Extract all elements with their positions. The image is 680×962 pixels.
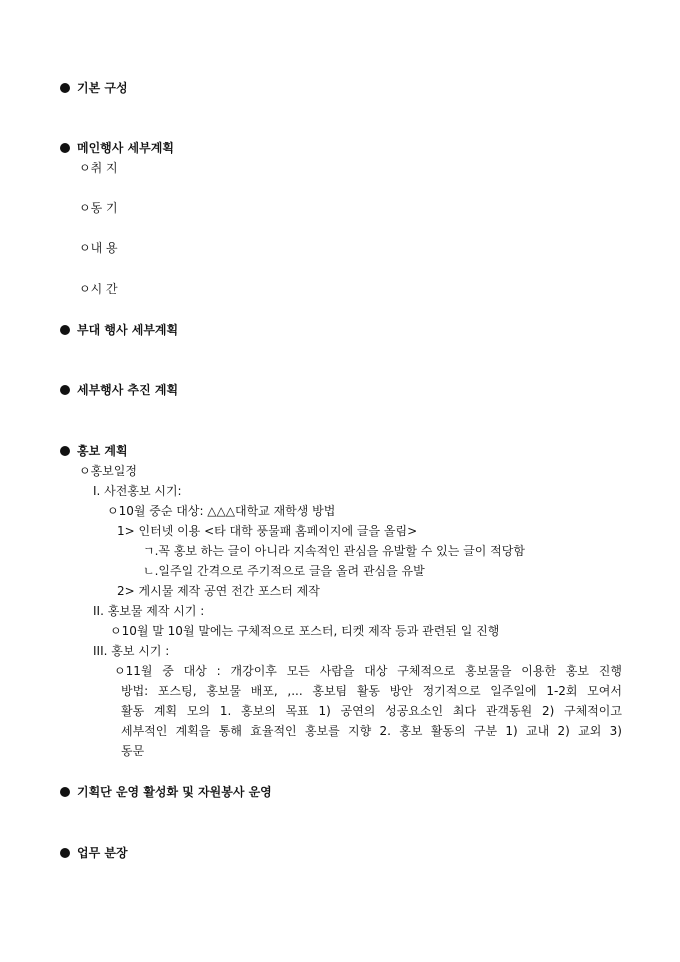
main-event-item-motive: ㅇ동 기	[79, 201, 118, 215]
section-title: 부대 행사 세부계획	[77, 323, 179, 337]
pr-main-period: III. 홍보 시기 :	[93, 644, 170, 658]
section-title: 기획단 운영 활성화 및 자원봉사 운영	[77, 785, 272, 799]
section-title: 기본 구성	[77, 81, 128, 95]
main-event-item-content: ㅇ내 용	[79, 241, 118, 255]
section-event-promotion-plan	[60, 382, 178, 398]
section-title: 메인행사 세부계획	[77, 141, 174, 155]
main-event-item-time: ㅇ시 간	[79, 282, 118, 296]
pr-main-line: 활동 계획 모의 1. 홍보의 목표 1) 공연의 성공요소인 최다 관객동원 2) 구체적이고	[121, 704, 622, 718]
pr-production-detail: ㅇ10월 말 10월 말에는 구체적으로 포스터, 티켓 제작 등과 관련된 일 진행	[110, 624, 500, 638]
pr-item-internet-a: ㄱ.꼭 홍보 하는 글이 아니라 지속적인 관심을 유발할 수 있는 글이 적당함	[143, 544, 525, 558]
pr-schedule: ㅇ홍보일정	[79, 464, 137, 478]
bullet-icon	[60, 143, 70, 153]
section-title: 업무 분장	[77, 846, 128, 860]
pr-production-period: II. 홍보물 제작 시기 :	[93, 604, 205, 618]
pr-main-line: ㅇ11월 중 대상 : 개강이후 모든 사람을 대상 구체적으로 홍보물을 이용한 홍보 진행	[114, 664, 622, 678]
bullet-icon	[60, 446, 70, 456]
section-title: 홍보 계획	[77, 444, 128, 458]
bullet-icon	[60, 848, 70, 858]
pr-pre-detail: ㅇ10월 중순 대상: △△△대학교 재학생 방법	[107, 504, 336, 518]
section-planning-team	[60, 784, 272, 800]
bullet-icon	[60, 385, 70, 395]
bullet-icon	[60, 325, 70, 335]
section-basic-structure	[60, 80, 128, 96]
pr-main-line: 방법: 포스팅, 홍보물 배포, ,... 홍보팀 활동 방안 정기적으로 일주일에 1-2회 모여서	[121, 684, 622, 698]
section-title: 세부행사 추진 계획	[77, 383, 179, 397]
section-sub-event-plan	[60, 322, 178, 338]
bullet-icon	[60, 787, 70, 797]
pr-item-poster: 2> 게시물 제작 공연 전간 포스터 제작	[117, 584, 320, 598]
pr-item-internet-b: ㄴ.일주일 간격으로 주기적으로 글을 올려 관심을 유발	[143, 564, 425, 578]
section-main-event-plan	[60, 140, 174, 156]
section-duties	[60, 845, 128, 861]
pr-item-internet: 1> 인터넷 이용 <타 대학 풍물패 홈페이지에 글을 올림>	[117, 524, 418, 538]
pr-main-line: 세부적인 계획을 통해 효율적인 홍보를 지향 2. 홍보 활동의 구분 1) 교내 2) 교외 3)	[121, 724, 622, 738]
pr-main-line: 동문	[121, 744, 145, 758]
section-pr-plan	[60, 443, 128, 459]
pr-pre-period: I. 사전홍보 시기:	[93, 484, 182, 498]
main-event-item-purpose: ㅇ취 지	[79, 161, 118, 175]
bullet-icon	[60, 83, 70, 93]
